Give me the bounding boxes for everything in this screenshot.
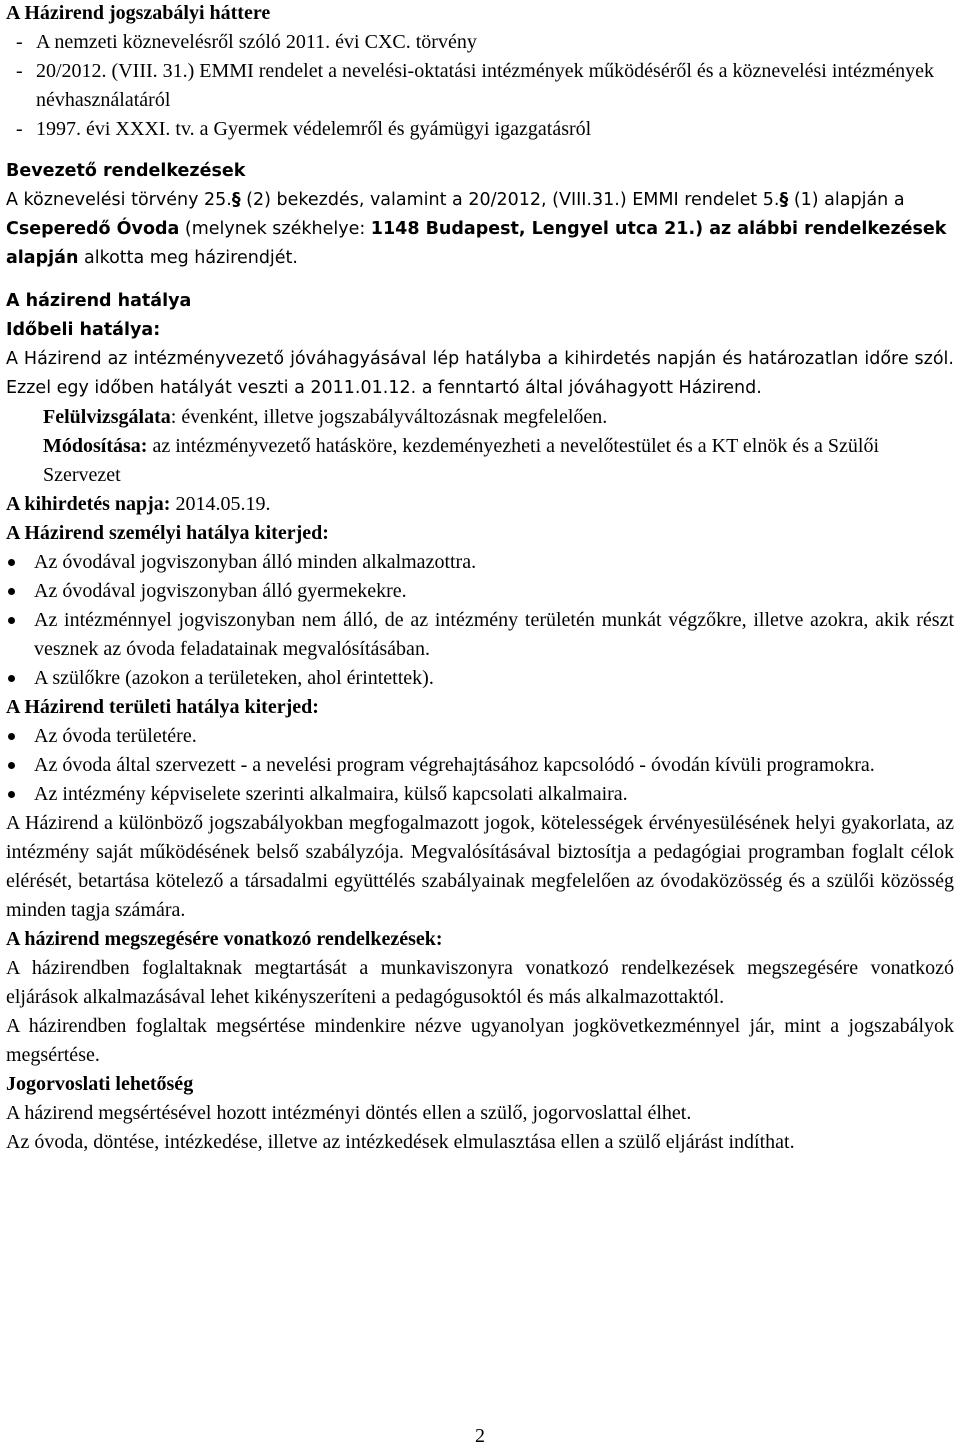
- remedy-heading: Jogorvoslati lehetőség: [6, 1073, 194, 1095]
- list-item: Az intézménnyel jogviszonyban nem álló, de az intézmény területén munkát végzőkre, illetve azokra, akik részt vesznek az óvoda feladatainak megvalósításában.: [6, 606, 954, 664]
- dash-marker: -: [16, 60, 23, 82]
- modify-line: Módosítása: az intézményvezető hatásköre, kezdeményezheti a nevelőtestület és a KT elnök és a Szülői Szervezet: [43, 435, 880, 486]
- list-item: Az óvodával jogviszonyban álló minden alkalmazottra.: [6, 548, 954, 577]
- personal-scope-list: [6, 548, 954, 693]
- list-item: Az óvodával jogviszonyban álló gyermekekre.: [6, 577, 954, 606]
- bullet-icon: [8, 617, 15, 624]
- list-item: Az óvoda területére.: [6, 722, 954, 751]
- scope-section: [6, 287, 954, 925]
- list-item-text: 20/2012. (VIII. 31.) EMMI rendelet a nevelési-oktatási intézmények működéséről és a köznevelési intézmények névhasználatáról: [36, 60, 935, 111]
- bullet-icon: [8, 559, 15, 566]
- violation-paragraph-2: A házirendben foglaltak megsértése mindenkire nézve ugyanolyan jogkövetkezménnyel jár, mint a jogszabályok megsértése.: [6, 1015, 954, 1066]
- scope-heading: A házirend hatálya: [6, 291, 192, 311]
- list-item: Az intézmény képviselete szerinti alkalmaira, külső kapcsolati alkalmaira.: [6, 780, 954, 809]
- page-number: 2: [475, 1425, 485, 1447]
- territorial-scope-list: [6, 722, 954, 809]
- intro-heading: Bevezető rendelkezések: [6, 161, 246, 181]
- legal-background-list: [6, 28, 954, 144]
- list-item: A szülőkre (azokon a területeken, ahol érintettek).: [6, 664, 954, 693]
- violation-heading: A házirend megszegésére vonatkozó rendelkezések:: [6, 928, 443, 950]
- list-item-text: 1997. évi XXXI. tv. a Gyermek védelemről és gyámügyi igazgatásról: [36, 118, 592, 140]
- territorial-scope-heading: A Házirend területi hatálya kiterjed:: [6, 696, 319, 718]
- remedy-paragraph-2: Az óvoda, döntése, intézkedése, illetve az intézkedések elmulasztása ellen a szülő eljárást indíthat.: [6, 1131, 795, 1153]
- dash-marker: -: [16, 31, 23, 53]
- personal-scope-heading: A Házirend személyi hatálya kiterjed:: [6, 522, 329, 544]
- list-item-text: A nemzeti köznevelésről szóló 2011. évi CXC. törvény: [36, 31, 477, 53]
- dash-marker: -: [16, 118, 23, 140]
- time-scope-text: A Házirend az intézményvezető jóváhagyásával lép hatályba a kihirdetés napján és határozatlan időre szól. Ezzel egy időben hatályát veszti a 2011.01.12. a fenntartó által jóváhagyott Házirend.: [6, 349, 954, 398]
- bullet-icon: [8, 588, 15, 595]
- remedy-section: [6, 1070, 954, 1157]
- list-item: [6, 28, 954, 57]
- time-scope-heading: Időbeli hatálya:: [6, 320, 161, 340]
- bullet-icon: [8, 733, 15, 740]
- bullet-icon: [8, 791, 15, 798]
- violation-section: [6, 925, 954, 1070]
- legal-background-section: [6, 0, 954, 144]
- remedy-paragraph-1: A házirend megsértésével hozott intézményi döntés ellen a szülő, jogorvoslattal élhet.: [6, 1102, 692, 1124]
- review-line: Felülvizsgálata: évenként, illetve jogszabályváltozásnak megfelelően.: [43, 406, 608, 428]
- intro-paragraph: A köznevelési törvény 25.§ (2) bekezdés, valamint a 20/2012, (VIII.31.) EMMI rendelet 5.§ (1) alapján a Cseperedő Óvoda (melynek székhelye: 1148 Budapest, Lengyel utca 21.) az alábbi rendelkezések alapján alkotta meg házirendjét.: [6, 190, 947, 268]
- announce-line: A kihirdetés napja: 2014.05.19.: [6, 493, 271, 515]
- bullet-icon: [8, 762, 15, 769]
- violation-paragraph-1: A házirendben foglaltaknak megtartását a munkaviszonyra vonatkozó rendelkezések megszegésére vonatkozó eljárások alkalmazásával lehet kikényszeríteni a pedagógusoktól és más alkalmazottaktól.: [6, 957, 954, 1008]
- legal-background-heading: A Házirend jogszabályi háttere: [6, 2, 271, 24]
- bullet-icon: [8, 675, 15, 682]
- list-item: [6, 57, 954, 115]
- list-item: [6, 115, 954, 144]
- list-item: Az óvoda által szervezett - a nevelési program végrehajtásához kapcsolódó - óvodán kívüli programokra.: [6, 751, 954, 780]
- document-page: [6, 0, 954, 1153]
- intro-section: [6, 157, 954, 273]
- scope-summary-paragraph: A Házirend a különböző jogszabályokban megfogalmazott jogok, kötelességek érvényesülésének helyi gyakorlata, az intézmény saját működésének belső szabályzója. Megvalósításával biztosítja a pedagógiai programban foglalt célok elérését, betartása kötelező a társadalmi együttélés szabályainak megfelelően az óvodaközösség és a szülői közösség minden tagja számára.: [6, 812, 954, 921]
